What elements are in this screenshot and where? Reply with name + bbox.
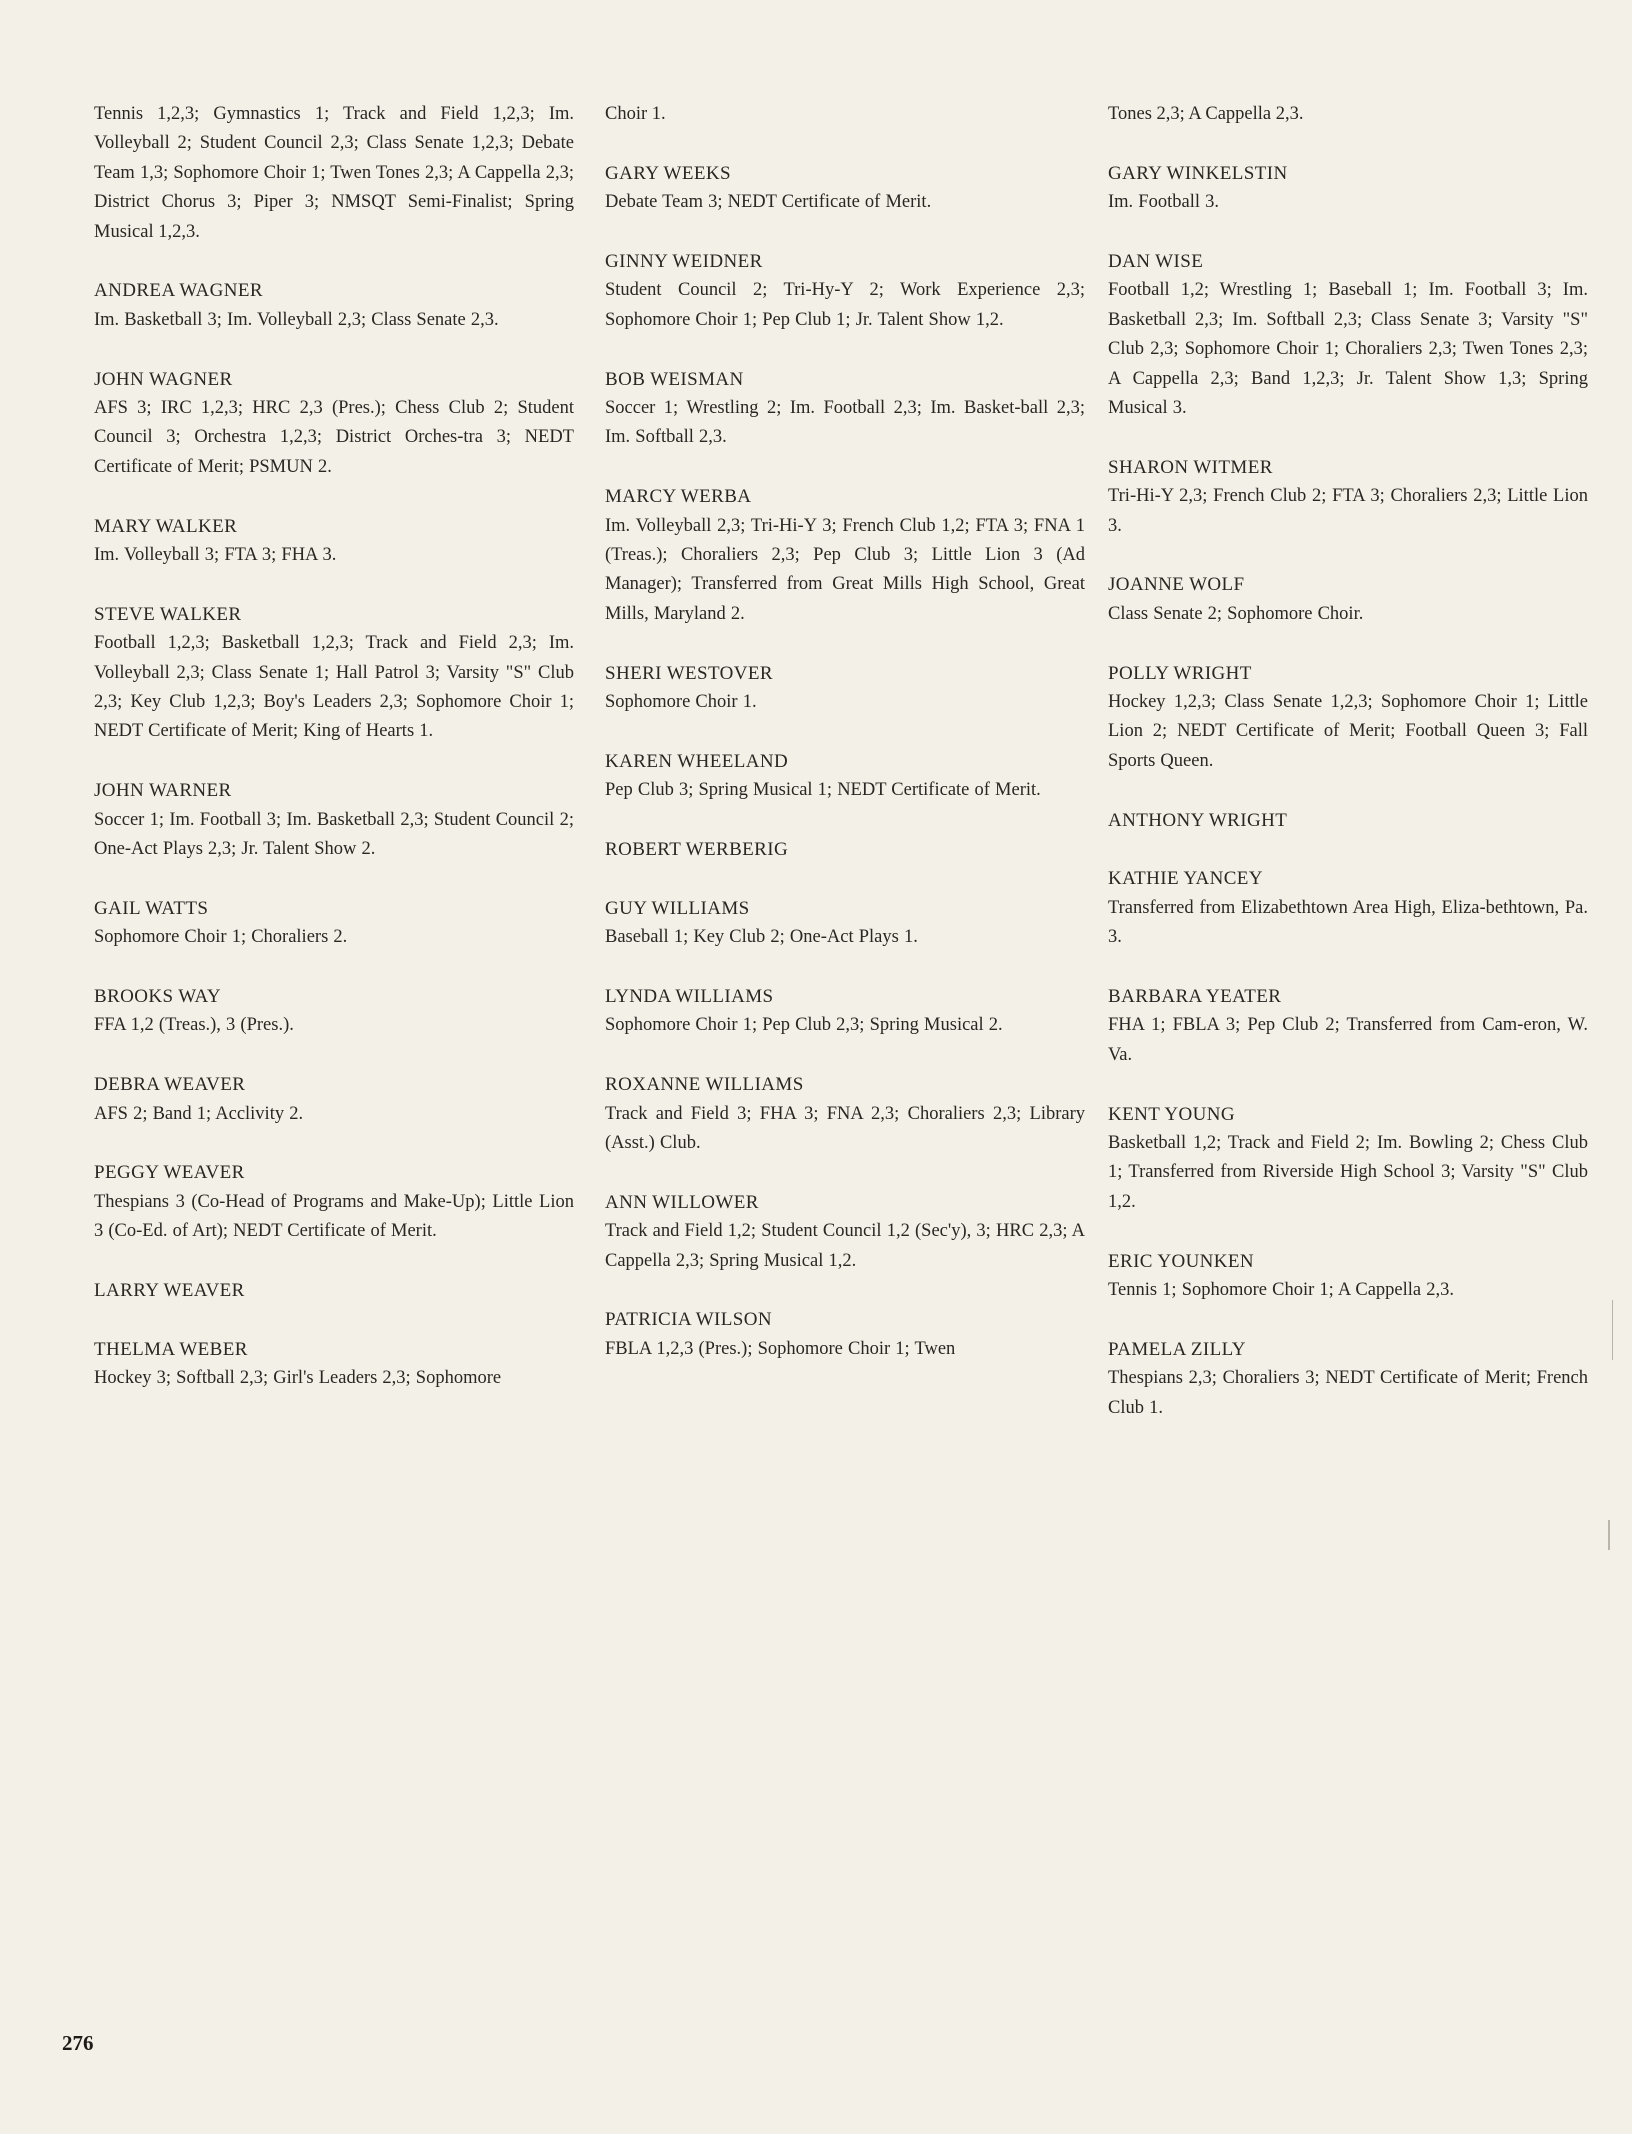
student-name: KAREN WHEELAND — [605, 750, 789, 772]
entry-activities: Track and Field 3; FHA 3; FNA 2,3; Choraliers 2,3; Library (Asst.) Club. — [605, 1103, 1085, 1154]
student-name: DEBRA WEAVER — [94, 1074, 246, 1096]
senior-entry — [605, 159, 1085, 218]
entry-activities: Football 1,2,3; Basketball 1,2,3; Track and Field 2,3; Im. Volleyball 2,3; Class Senate 1; Hall Patrol 3; Varsity "S" Club 2,3; Key Club 1,2,3; Boy's Leaders 2,3; Sophomore Choir 1; NEDT Certificate of Merit; King of Hearts 1. — [94, 633, 574, 742]
senior-entry — [1108, 1247, 1588, 1306]
entry-activities: Tri-Hi-Y 2,3; French Club 2; FTA 3; Choraliers 2,3; Little Lion 3. — [1108, 486, 1588, 536]
entry-activities: Baseball 1; Key Club 2; One-Act Plays 1. — [605, 927, 918, 948]
text-column-1 — [94, 100, 574, 1423]
entry-activities: FBLA 1,2,3 (Pres.); Sophomore Choir 1; Twen — [605, 1338, 956, 1359]
entry-activities: Sophomore Choir 1. — [605, 692, 757, 713]
senior-entry — [1108, 453, 1588, 541]
student-name: MARCY WERBA — [605, 486, 752, 508]
senior-entry — [605, 747, 1085, 806]
entry-activities: Transferred from Elizabethtown Area High, Eliza-bethtown, Pa. 3. — [1108, 897, 1588, 948]
senior-entry — [605, 894, 1085, 953]
senior-entry — [605, 982, 1085, 1041]
senior-entry — [1108, 1100, 1588, 1218]
entry-activities: Pep Club 3; Spring Musical 1; NEDT Certificate of Merit. — [605, 780, 1041, 801]
entry-activities: Choir 1. — [605, 104, 666, 124]
student-name: BARBARA YEATER — [1108, 986, 1282, 1008]
senior-entry — [1108, 806, 1588, 835]
entry-activities: Hockey 3; Softball 2,3; Girl's Leaders 2,3; Sophomore — [94, 1368, 502, 1389]
senior-entry — [605, 659, 1085, 718]
student-name: BOB WEISMAN — [605, 368, 744, 390]
student-name: POLLY WRIGHT — [1108, 662, 1252, 684]
entry-activities: Tennis 1,2,3; Gymnastics 1; Track and Field 1,2,3; Im. Volleyball 2; Student Council 2,3; Class Senate 1,2,3; Debate Team 1,3; Sophomore Choir 1; Twen Tones 2,3; A Cappella 2,3; District Chorus 3; Piper 3; NMSQT Semi-Finalist; Spring Musical 1,2,3. — [94, 104, 574, 242]
senior-entry — [1108, 659, 1588, 777]
entry-activities: AFS 2; Band 1; Acclivity 2. — [94, 1103, 304, 1124]
student-name: LARRY WEAVER — [94, 1280, 245, 1302]
entry-activities: Im. Volleyball 3; FTA 3; FHA 3. — [94, 545, 337, 566]
page-number: 276 — [62, 2031, 94, 2055]
entry-activities: Basketball 1,2; Track and Field 2; Im. Bowling 2; Chess Club 1; Transferred from Riverside High School 3; Varsity "S" Club 1,2. — [1108, 1133, 1588, 1212]
text-column-3 — [1108, 100, 1588, 1453]
student-name: ANN WILLOWER — [605, 1191, 759, 1213]
student-name: GARY WINKELSTIN — [1108, 162, 1288, 184]
senior-entry — [94, 1070, 574, 1129]
entry-activities: FFA 1,2 (Treas.), 3 (Pres.). — [94, 1015, 294, 1036]
senior-entry — [94, 600, 574, 747]
student-name: BROOKS WAY — [94, 986, 222, 1008]
student-name: THELMA WEBER — [94, 1338, 248, 1360]
student-name: KATHIE YANCEY — [1108, 868, 1263, 890]
student-name: GARY WEEKS — [605, 162, 731, 184]
student-name: ANTHONY WRIGHT — [1108, 809, 1288, 831]
continued-entry — [94, 100, 574, 247]
student-name: STEVE WALKER — [94, 603, 242, 625]
senior-entry — [1108, 864, 1588, 952]
student-name: ERIC YOUNKEN — [1108, 1250, 1255, 1272]
entry-activities: Football 1,2; Wrestling 1; Baseball 1; Im. Football 3; Im. Basketball 2,3; Im. Softball 2,3; Class Senate 3; Varsity "S" Club 2,3; Sophomore Choir 1; Choraliers 2,3; Twen Tones 2,3; A Cappella 2,3; Band 1,2,3; Jr. Talent Show 1,3; Spring Musical 3. — [1108, 280, 1588, 419]
text-column-2 — [605, 100, 1085, 1394]
senior-entry — [605, 1305, 1085, 1364]
student-name: PEGGY WEAVER — [94, 1162, 245, 1184]
senior-entry — [94, 1276, 574, 1305]
student-name: PAMELA ZILLY — [1108, 1338, 1246, 1360]
senior-entry — [94, 982, 574, 1041]
student-name: SHARON WITMER — [1108, 456, 1273, 478]
student-name: ROXANNE WILLIAMS — [605, 1074, 804, 1096]
entry-activities: Im. Football 3. — [1108, 192, 1219, 213]
senior-entry — [605, 247, 1085, 335]
entry-activities: FHA 1; FBLA 3; Pep Club 2; Transferred from Cam-eron, W. Va. — [1108, 1015, 1588, 1065]
senior-entry — [1108, 570, 1588, 629]
student-name: JOHN WARNER — [94, 780, 232, 802]
senior-entry — [94, 365, 574, 483]
student-name: GINNY WEIDNER — [605, 251, 763, 272]
senior-entry — [94, 894, 574, 953]
senior-entry — [94, 512, 574, 571]
continued-entry — [1108, 100, 1588, 129]
senior-entry — [1108, 1335, 1588, 1423]
senior-entry — [94, 1158, 574, 1246]
student-name: JOANNE WOLF — [1108, 574, 1245, 596]
entry-activities: Sophomore Choir 1; Pep Club 2,3; Spring Musical 2. — [605, 1015, 1003, 1036]
page-edge — [1632, 0, 1649, 2134]
entry-activities: Tones 2,3; A Cappella 2,3. — [1108, 104, 1304, 124]
entry-activities: Hockey 1,2,3; Class Senate 1,2,3; Sophomore Choir 1; Little Lion 2; NEDT Certificate of Merit; Football Queen 3; Fall Sports Queen. — [1108, 692, 1588, 771]
entry-activities: Student Council 2; Tri-Hy-Y 2; Work Experience 2,3; Sophomore Choir 1; Pep Club 1; Jr. Talent Show 1,2. — [605, 280, 1085, 330]
entry-activities: Class Senate 2; Sophomore Choir. — [1108, 603, 1364, 624]
entry-activities: Thespians 2,3; Choraliers 3; NEDT Certificate of Merit; French Club 1. — [1108, 1368, 1588, 1418]
senior-entry — [605, 482, 1085, 629]
student-name: MARY WALKER — [94, 515, 238, 537]
senior-entry — [94, 276, 574, 335]
student-name: ROBERT WERBERIG — [605, 839, 789, 861]
student-name: JOHN WAGNER — [94, 368, 233, 390]
student-name: SHERI WESTOVER — [605, 662, 773, 684]
entry-activities: Soccer 1; Im. Football 3; Im. Basketball 2,3; Student Council 2; One-Act Plays 2,3; Jr. Talent Show 2. — [94, 809, 574, 860]
continued-entry — [605, 100, 1085, 129]
student-name: GUY WILLIAMS — [605, 897, 750, 919]
senior-entry — [1108, 982, 1588, 1070]
entry-activities: Debate Team 3; NEDT Certificate of Merit. — [605, 192, 932, 213]
senior-entry — [1108, 247, 1588, 423]
student-name: KENT YOUNG — [1108, 1103, 1235, 1125]
senior-entry — [94, 1335, 574, 1394]
scan-mark — [1612, 1300, 1613, 1360]
entry-activities: Tennis 1; Sophomore Choir 1; A Cappella 2,3. — [1108, 1280, 1454, 1301]
entry-activities: Track and Field 1,2; Student Council 1,2 (Sec'y), 3; HRC 2,3; A Cappella 2,3; Spring Musical 1,2. — [605, 1221, 1085, 1271]
student-name: GAIL WATTS — [94, 897, 209, 919]
senior-entry — [605, 365, 1085, 453]
entry-activities: Im. Basketball 3; Im. Volleyball 2,3; Class Senate 2,3. — [94, 309, 499, 330]
senior-entry — [605, 1188, 1085, 1276]
entry-activities: Soccer 1; Wrestling 2; Im. Football 2,3; Im. Basket-ball 2,3; Im. Softball 2,3. — [605, 398, 1085, 448]
student-name: DAN WISE — [1108, 251, 1204, 272]
student-name: ANDREA WAGNER — [94, 280, 263, 302]
entry-activities: Thespians 3 (Co-Head of Programs and Make-Up); Little Lion 3 (Co-Ed. of Art); NEDT Certificate of Merit. — [94, 1191, 574, 1242]
student-name: PATRICIA WILSON — [605, 1309, 772, 1331]
senior-entry — [1108, 159, 1588, 218]
student-name: LYNDA WILLIAMS — [605, 986, 774, 1008]
entry-activities: Im. Volleyball 2,3; Tri-Hi-Y 3; French Club 1,2; FTA 3; FNA 1 (Treas.); Choraliers 2,3; Pep Club 3; Little Lion 3 (Ad Manager); Transferred from Great Mills High School, Great Mills, Maryland 2. — [605, 515, 1085, 624]
entry-activities: AFS 3; IRC 1,2,3; HRC 2,3 (Pres.); Chess Club 2; Student Council 3; Orchestra 1,2,3; District Orches-tra 3; NEDT Certificate of Merit; PSMUN 2. — [94, 398, 574, 477]
senior-entry — [605, 835, 1085, 864]
entry-activities: Sophomore Choir 1; Choraliers 2. — [94, 927, 348, 948]
senior-entry — [94, 776, 574, 864]
scan-mark — [1608, 1520, 1610, 1550]
senior-entry — [605, 1070, 1085, 1158]
